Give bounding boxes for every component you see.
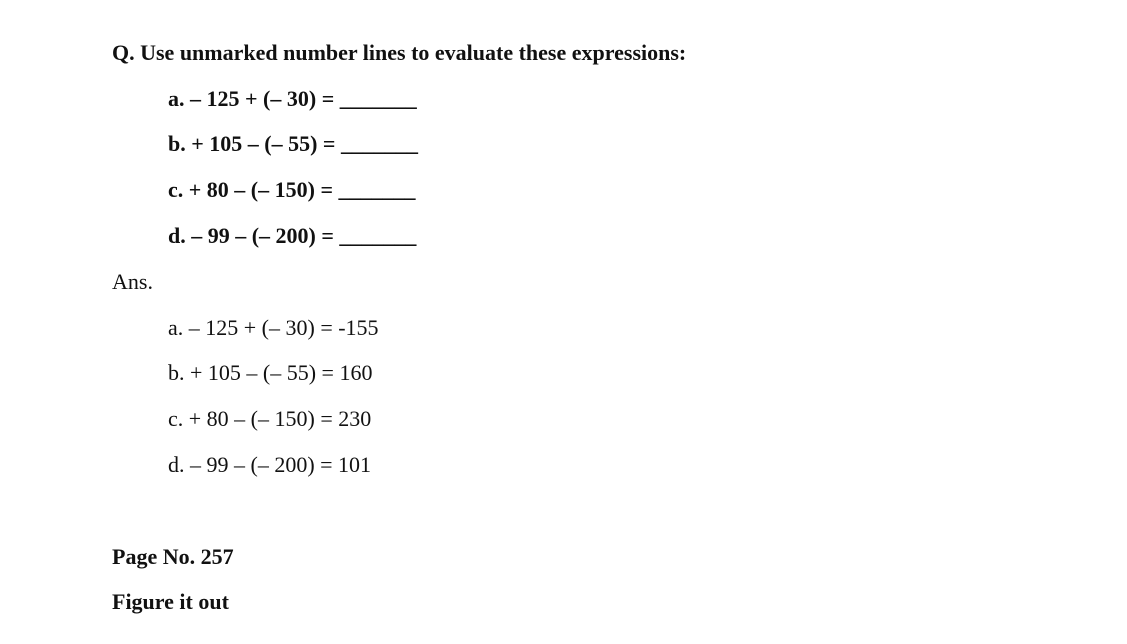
- question-item-b: b. + 105 – (– 55) = _______: [168, 131, 418, 156]
- question-title: Q. Use unmarked number lines to evaluate these expressions:: [112, 40, 687, 65]
- question-item-d: d. – 99 – (– 200) = _______: [168, 223, 417, 248]
- answer-item-a: a. – 125 + (– 30) = -155: [168, 315, 379, 340]
- answer-label: Ans.: [112, 269, 153, 294]
- question-item-a: a. – 125 + (– 30) = _______: [168, 86, 417, 111]
- page-number-heading: Page No. 257: [112, 544, 234, 569]
- question-item-c: c. + 80 – (– 150) = _______: [168, 177, 416, 202]
- section-heading: Figure it out: [112, 589, 229, 614]
- answer-item-b: b. + 105 – (– 55) = 160: [168, 360, 373, 385]
- answer-item-d: d. – 99 – (– 200) = 101: [168, 452, 372, 477]
- answer-item-c: c. + 80 – (– 150) = 230: [168, 406, 372, 431]
